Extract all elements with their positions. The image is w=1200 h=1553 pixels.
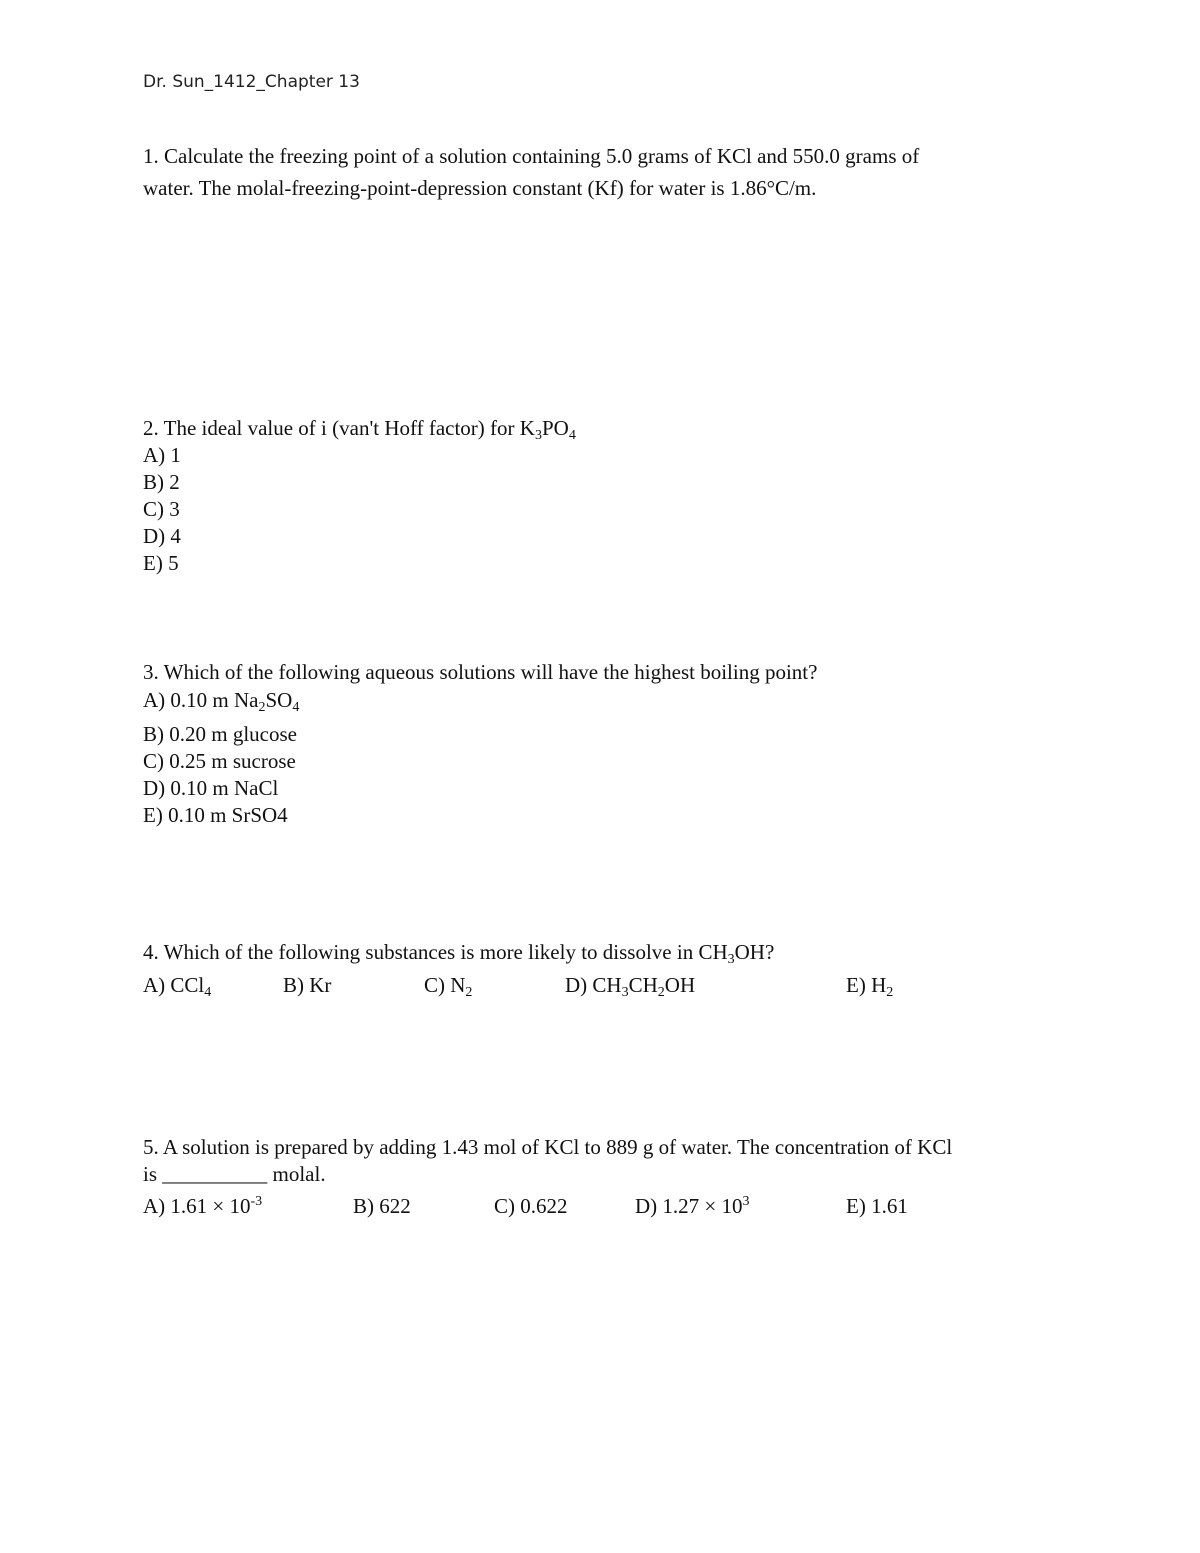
q2-option-e: E) 5: [143, 551, 179, 575]
q4-option-d: [565, 973, 696, 1000]
q2-option-d: D) 4: [143, 524, 181, 548]
q4-option-e-text: E) H: [846, 973, 887, 997]
q5-option-d: [635, 1196, 750, 1217]
q4-option-b: B) Kr: [283, 973, 332, 997]
q2-option-a: A) 1: [143, 443, 181, 467]
q3-option-a-sub2: 4: [292, 700, 300, 715]
q4-option-a-text: A) CCl: [143, 973, 205, 997]
q5-option-c: C) 0.622: [494, 1194, 568, 1218]
q4-option-c: [424, 973, 473, 1000]
q4-option-d-mid: CH: [628, 973, 658, 997]
q2-option-b: B) 2: [143, 470, 180, 494]
q5-option-d-sup: 3: [742, 1194, 750, 1209]
q5-stem-line1: 5. A solution is prepared by adding 1.43 mol of KCl to 889 g of water. The concentration of KCl: [143, 1135, 953, 1159]
q4-option-e: [846, 973, 894, 1000]
q4-option-d-sub1: 3: [621, 985, 629, 1000]
q1-stem-line1: 1. Calculate the freezing point of a solution containing 5.0 grams of KCl and 550.0 grams of: [143, 144, 920, 168]
q2-stem-sub2: 4: [568, 428, 576, 443]
q3-option-d: D) 0.10 m NaCl: [143, 776, 279, 800]
q4-option-e-sub: 2: [886, 985, 894, 1000]
q3-option-c: C) 0.25 m sucrose: [143, 749, 296, 773]
q2-stem: [143, 416, 576, 443]
q3-option-a-sub1: 2: [258, 700, 266, 715]
q5-option-b: B) 622: [353, 1194, 411, 1218]
q5-option-d-text: D) 1.27 × 10: [635, 1194, 743, 1218]
q4-stem: [143, 940, 775, 967]
q4-option-d-post: OH: [664, 973, 696, 997]
q5-option-a-text: A) 1.61 × 10: [143, 1194, 251, 1218]
q2-stem-mid: PO: [541, 416, 569, 440]
q5-option-a: [143, 1196, 262, 1217]
q3-option-a-mid: SO: [265, 688, 293, 712]
page-header: Dr. Sun_1412_Chapter 13: [143, 72, 360, 92]
q3-stem: 3. Which of the following aqueous solutions will have the highest boiling point?: [143, 660, 818, 684]
q4-stem-sub: 3: [727, 952, 735, 967]
q3-option-a-text: A) 0.10 m Na: [143, 688, 259, 712]
q2-option-c: C) 3: [143, 497, 180, 521]
q1-stem-line2: water. The molal-freezing-point-depression constant (Kf) for water is 1.86°C/m.: [143, 176, 817, 200]
q4-stem-text: 4. Which of the following substances is more likely to dissolve in CH: [143, 940, 728, 964]
q5-stem-line2: is __________ molal.: [143, 1162, 326, 1186]
q4-option-d-text: D) CH: [565, 973, 622, 997]
q3-option-a: [143, 688, 300, 715]
q4-stem-post: OH?: [734, 940, 775, 964]
q4-option-c-text: C) N: [424, 973, 466, 997]
q5-option-a-sup: -3: [250, 1194, 263, 1209]
q4-option-a-sub: 4: [204, 985, 212, 1000]
q2-stem-text: 2. The ideal value of i (van't Hoff factor) for K: [143, 416, 535, 440]
q3-option-e: E) 0.10 m SrSO4: [143, 803, 288, 827]
q3-option-b: B) 0.20 m glucose: [143, 722, 297, 746]
q4-option-c-sub: 2: [465, 985, 473, 1000]
q4-option-a: [143, 973, 212, 1000]
q5-option-e: E) 1.61: [846, 1194, 908, 1218]
q4-option-d-sub2: 2: [657, 985, 665, 1000]
q2-stem-sub1: 3: [534, 428, 542, 443]
